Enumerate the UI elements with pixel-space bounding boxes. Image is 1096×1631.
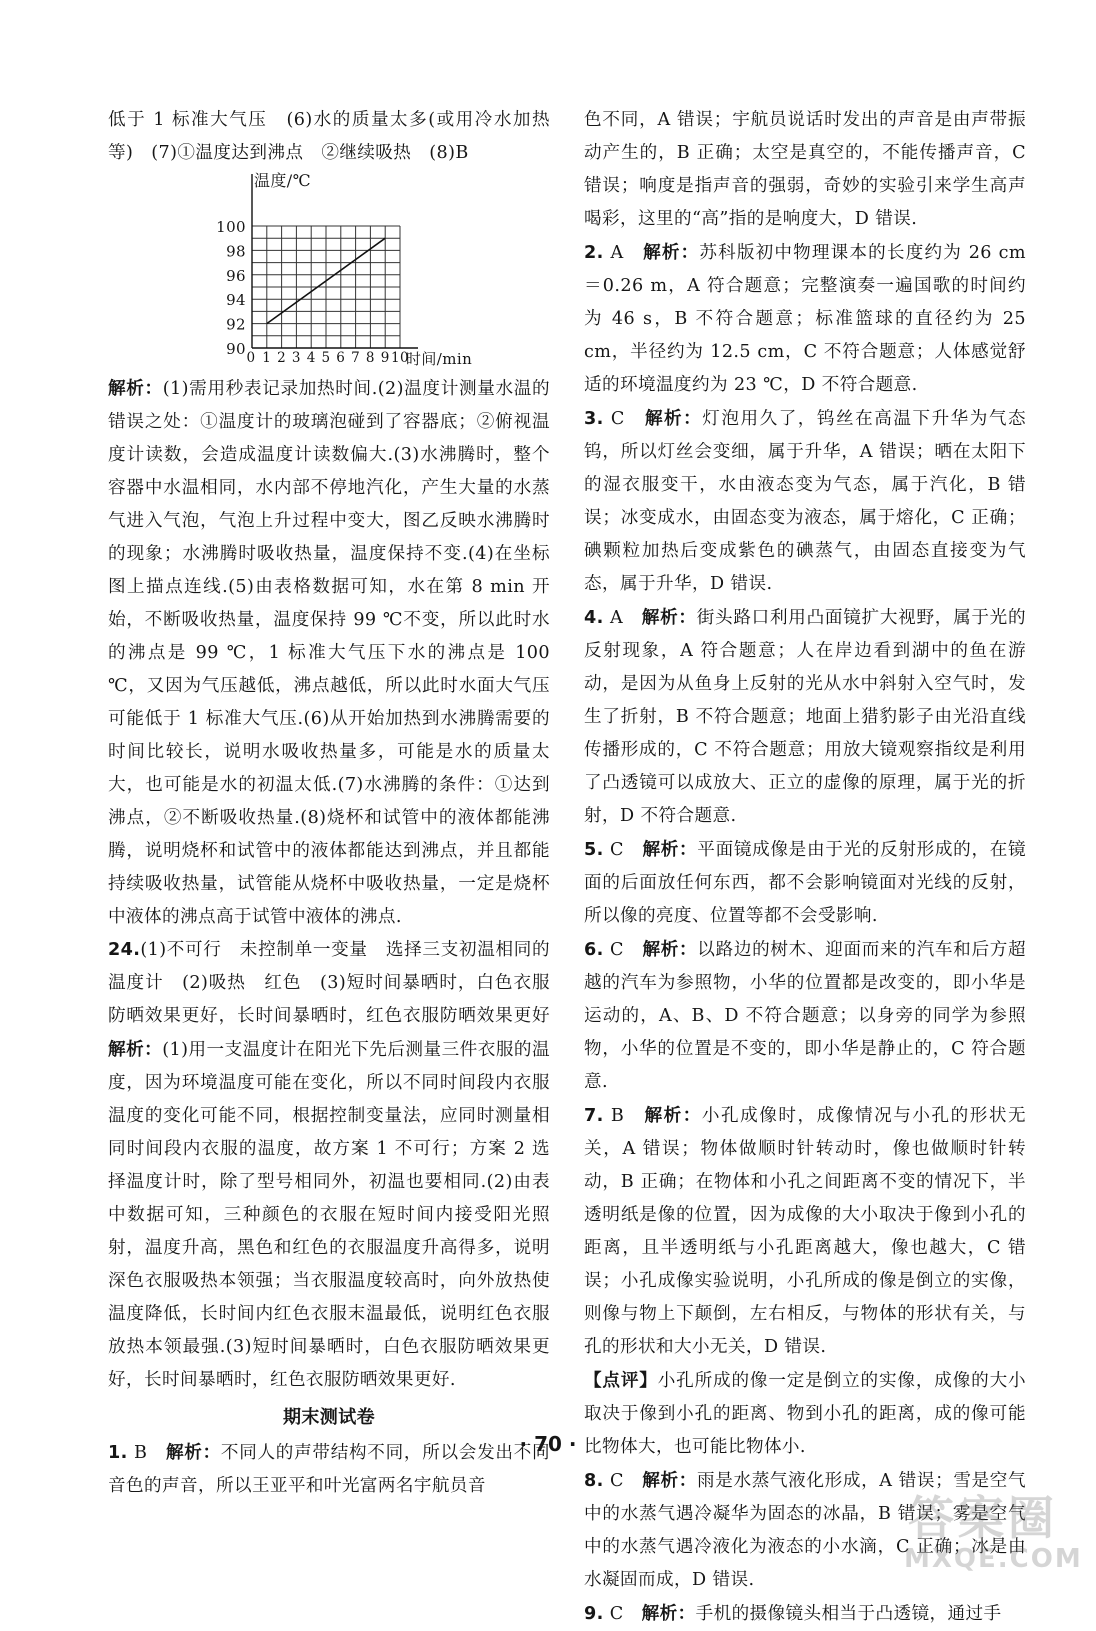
question-number: 6. xyxy=(584,940,604,960)
analysis-label: 解析： xyxy=(643,242,700,263)
watermark-logo xyxy=(900,1482,1083,1592)
y-tick-label: 90 xyxy=(226,340,246,358)
question-number: 1. xyxy=(108,1443,128,1463)
analysis-text: 苏科版初中物理课本的长度约为 26 cm＝0.26 m，A 符合题意；完整演奏一遍国歌的时间约为 46 s，B 不符合题意；标准篮球的直径约为 25 cm，半径约为 12.5 cm，C 不符合题意；人体感觉舒适的环境温度约为 23 ℃，D 不符合题意. xyxy=(584,243,1026,395)
answer-text: C xyxy=(610,940,643,960)
analysis-label: 解析： xyxy=(644,1105,702,1126)
answer-2 xyxy=(584,236,1026,402)
analysis-label: 解析： xyxy=(165,1442,221,1463)
x-tick-label: 2 xyxy=(277,350,287,366)
chart-x-label: 时间/min xyxy=(406,350,473,368)
analysis-label: 解析： xyxy=(642,1470,697,1491)
answer-1-continued: 色不同，A 错误；宇航员说话时发出的声音是由声带振动产生的，B 正确；太空是真空的，不能传播声音，C 错误；响度是指声音的强弱，奇妙的实验引来学生高声喝彩，这里的“高”指的是响度大，D 错误. xyxy=(584,110,1026,229)
y-tick-label: 92 xyxy=(226,315,246,334)
x-tick-label: 6 xyxy=(336,350,346,366)
analysis-text: 以路边的树木、迎面而来的汽车和后方超越的汽车为参照物，小华的位置都是改变的，即小华是运动的，A、B、D 不符合题意；以身旁的同学为参照物，小华的位置是不变的，即小华是静止的，C 符合题意. xyxy=(584,940,1027,1092)
answer-9 xyxy=(584,1597,1026,1631)
x-tick-label: 5 xyxy=(321,350,331,366)
analysis-text: (1)用一支温度计在阳光下先后测量三件衣服的温度，因为环境温度可能在变化，所以不同时间段内衣服温度的变化可能不同，根据控制变量法，应同时测量相同时间段内衣服的温度，故方案 1 不可行；方案 2 选择温度计时，除了型号相同外，初温也要相同.(2)由表中数据可知，三种颜色的衣服在短时间内接受阳光照射，温度升高，黑色和红色的衣服温度升高得多，说明深色衣服吸热本领强；当衣服温度较高时，向外放热使温度降低，长时间内红色衣服末温最低，说明红色衣服放热本领最强.(3)短时间暴晒时，白色衣服防晒效果更好，长时间暴晒时，红色衣服防晒效果更好. xyxy=(108,1040,551,1390)
analysis-23 xyxy=(108,372,550,934)
chart-svg xyxy=(108,170,550,372)
analysis-text: 小孔成像时，成像情况与小孔的形状无关，A 错误；物体做顺时针转动时，像也做顺时针转动，B 正确；在物体和小孔之间距离不变的情况下，半透明纸是像的位置，因为成像的大小取决于像到小孔的距离，且半透明纸与小孔距离越大，像也越大，C 错误；小孔成像实验说明，小孔所成的像是倒立的实像，则像与物上下颠倒，左右相反，与物体的形状有关，与孔的形状和大小无关，D 错误. xyxy=(584,1106,1027,1357)
answer-text: C xyxy=(609,1471,643,1491)
watermark-url: MXQE.COM xyxy=(904,1544,1083,1574)
page-number: · 70 · xyxy=(519,1432,577,1456)
question-number: 9. xyxy=(584,1604,604,1624)
question-number: 3. xyxy=(584,409,604,429)
answer-text: C xyxy=(610,840,643,860)
analysis-text: 平面镜成像是由于光的反射形成的，在镜面的后面放任何东西，都不会影响镜面对光线的反射，所以像的亮度、位置等都不会受影响. xyxy=(584,840,1027,926)
x-tick-label: 3 xyxy=(291,350,301,366)
x-tick-label: 7 xyxy=(351,350,361,366)
answer-24 xyxy=(108,934,568,1397)
question-number: 5. xyxy=(584,840,604,860)
answer-23-intro: 低于 1 标准大气压 (6)水的质量太多(或用冷水加热等) (7)①温度达到沸点 ②继续吸热 (8)B xyxy=(108,110,550,163)
answer-text: B xyxy=(134,1443,166,1463)
x-tick-label: 8 xyxy=(365,350,375,366)
right-column xyxy=(584,104,1026,1631)
answer-text: B xyxy=(610,1106,645,1126)
y-tick-label: 94 xyxy=(226,291,246,310)
answer-text: A xyxy=(610,608,642,628)
answer-4 xyxy=(584,601,1026,833)
temperature-time-chart xyxy=(108,170,550,372)
answer-text: C xyxy=(610,409,645,429)
x-tick-label: 9 xyxy=(380,350,390,366)
analysis-text: 街头路口利用凸面镜扩大视野，属于光的反射现象，A 符合题意；人在岸边看到湖中的鱼在游动，是因为从鱼身上反射的光从水中斜射入空气时，发生了折射，B 不符合题意；地面上猎豹影子由光沿直线传播形成的，C 不符合题意；用放大镜观察指纹是利用了凸透镜可以成放大、正立的虚像的原理，属于光的折射，D 不符合题意. xyxy=(584,608,1026,826)
answer-5 xyxy=(584,833,1026,933)
question-number: 2. xyxy=(584,243,604,263)
y-tick-label: 98 xyxy=(226,242,246,261)
answer-text: C xyxy=(609,1604,642,1624)
analysis-label: 解析： xyxy=(644,408,703,429)
section-title: 期末测试卷 xyxy=(283,1407,375,1428)
comment-label: 【点评】 xyxy=(584,1370,658,1391)
y-tick-label: 96 xyxy=(226,266,246,285)
answer-6 xyxy=(584,933,1026,1099)
left-column xyxy=(108,104,568,1503)
answer-7 xyxy=(584,1099,1026,1364)
comment-text: 小孔所成的像一定是倒立的实像，成像的大小取决于像到小孔的距离、物到小孔的距离，成的像可能比物体大，也可能比物体小. xyxy=(584,1371,1026,1457)
chart-ticks xyxy=(216,218,409,366)
answer-text: (1)不可行 未控制单一变量 选择三支初温相同的温度计 (2)吸热 红色 (3)短时间暴晒时，白色衣服防晒效果更好，长时间暴晒时，红色衣服防晒效果更好 xyxy=(108,940,568,1026)
analysis-label: 解析： xyxy=(641,1603,696,1624)
y-tick-label: 100 xyxy=(216,218,246,236)
question-number: 24. xyxy=(108,940,141,960)
analysis-label: 解析： xyxy=(642,939,698,960)
x-tick-label: 0 xyxy=(246,350,256,366)
question-number: 4. xyxy=(584,608,604,628)
answer-3 xyxy=(584,402,1026,601)
analysis-text: 灯泡用久了，钨丝在高温下升华为气态钨，所以灯丝会变细，属于升华，A 错误；晒在太阳下的湿衣服变干，水由液态变为气态，属于汽化，B 错误；冰变成水，由固态变为液态，属于熔化，C 正确；碘颗粒加热后变成紫色的碘蒸气，由固态直接变为气态，属于升华，D 错误. xyxy=(584,409,1026,594)
watermark-text: 答案圈 xyxy=(908,1491,1058,1545)
analysis-label: 解析： xyxy=(642,839,698,860)
analysis-text: 雨是水蒸气液化形成，A 错误；雪是空气中的水蒸气遇冷凝华为固态的冰晶，B 错误；雾是空气中的水蒸气遇冷液化为液态的小水滴，C 正确；冰是由水凝固而成，D 错误. xyxy=(584,1471,1027,1590)
answer-text: A xyxy=(610,243,644,263)
x-tick-label: 10 xyxy=(391,350,409,366)
analysis-text: 不同人的声带结构不同，所以会发出不同音色的声音，所以王亚平和叶光富两名宇航员音 xyxy=(108,1443,551,1496)
x-tick-label: 1 xyxy=(262,350,272,366)
x-tick-label: 4 xyxy=(306,350,316,366)
analysis-text: (1)需用秒表记录加热时间.(2)温度计测量水温的错误之处：①温度计的玻璃泡碰到了容器底；②俯视温度计读数，会造成温度计读数偏大.(3)水沸腾时，整个容器中水温相同，水内部不停地汽化，产生大量的水蒸气进入气泡，气泡上升过程中变大，图乙反映水沸腾时的现象；水沸腾时吸收热量，温度保持不变.(4)在坐标图上描点连线.(5)由表格数据可知，水在第 8 min 开始，不断吸收热量，温度保持 99 ℃不变，所以此时水的沸点是 99 ℃，1 标准大气压下水的沸点是 100 ℃，又因为气压越低，沸点越低，所以此时水面大气压可能低于 1 标准大气压.(6)从开始加热到水沸腾需要的时间比较长，说明水吸收热量多，可能是水的质量太大，也可能是水的初温太低.(7)水沸腾的条件：①达到沸点，②不断吸收热量.(8)烧杯和试管中的液体都能沸腾，说明烧杯和试管中的液体都能达到沸点，并且都能持续吸收热量，试管能从烧杯中吸收热量，一定是烧杯中液体的沸点高于试管中液体的沸点. xyxy=(108,379,550,927)
analysis-label: 解析： xyxy=(641,607,697,628)
analysis-text: 手机的摄像镜头相当于凸透镜，通过手 xyxy=(695,1604,1002,1624)
chart-y-label: 温度/℃ xyxy=(254,171,311,190)
question-number: 7. xyxy=(584,1106,604,1126)
chart-axes xyxy=(252,174,418,348)
question-number: 8. xyxy=(584,1471,604,1491)
analysis-label: 解析： xyxy=(108,378,163,399)
analysis-label: 解析： xyxy=(108,1039,163,1060)
